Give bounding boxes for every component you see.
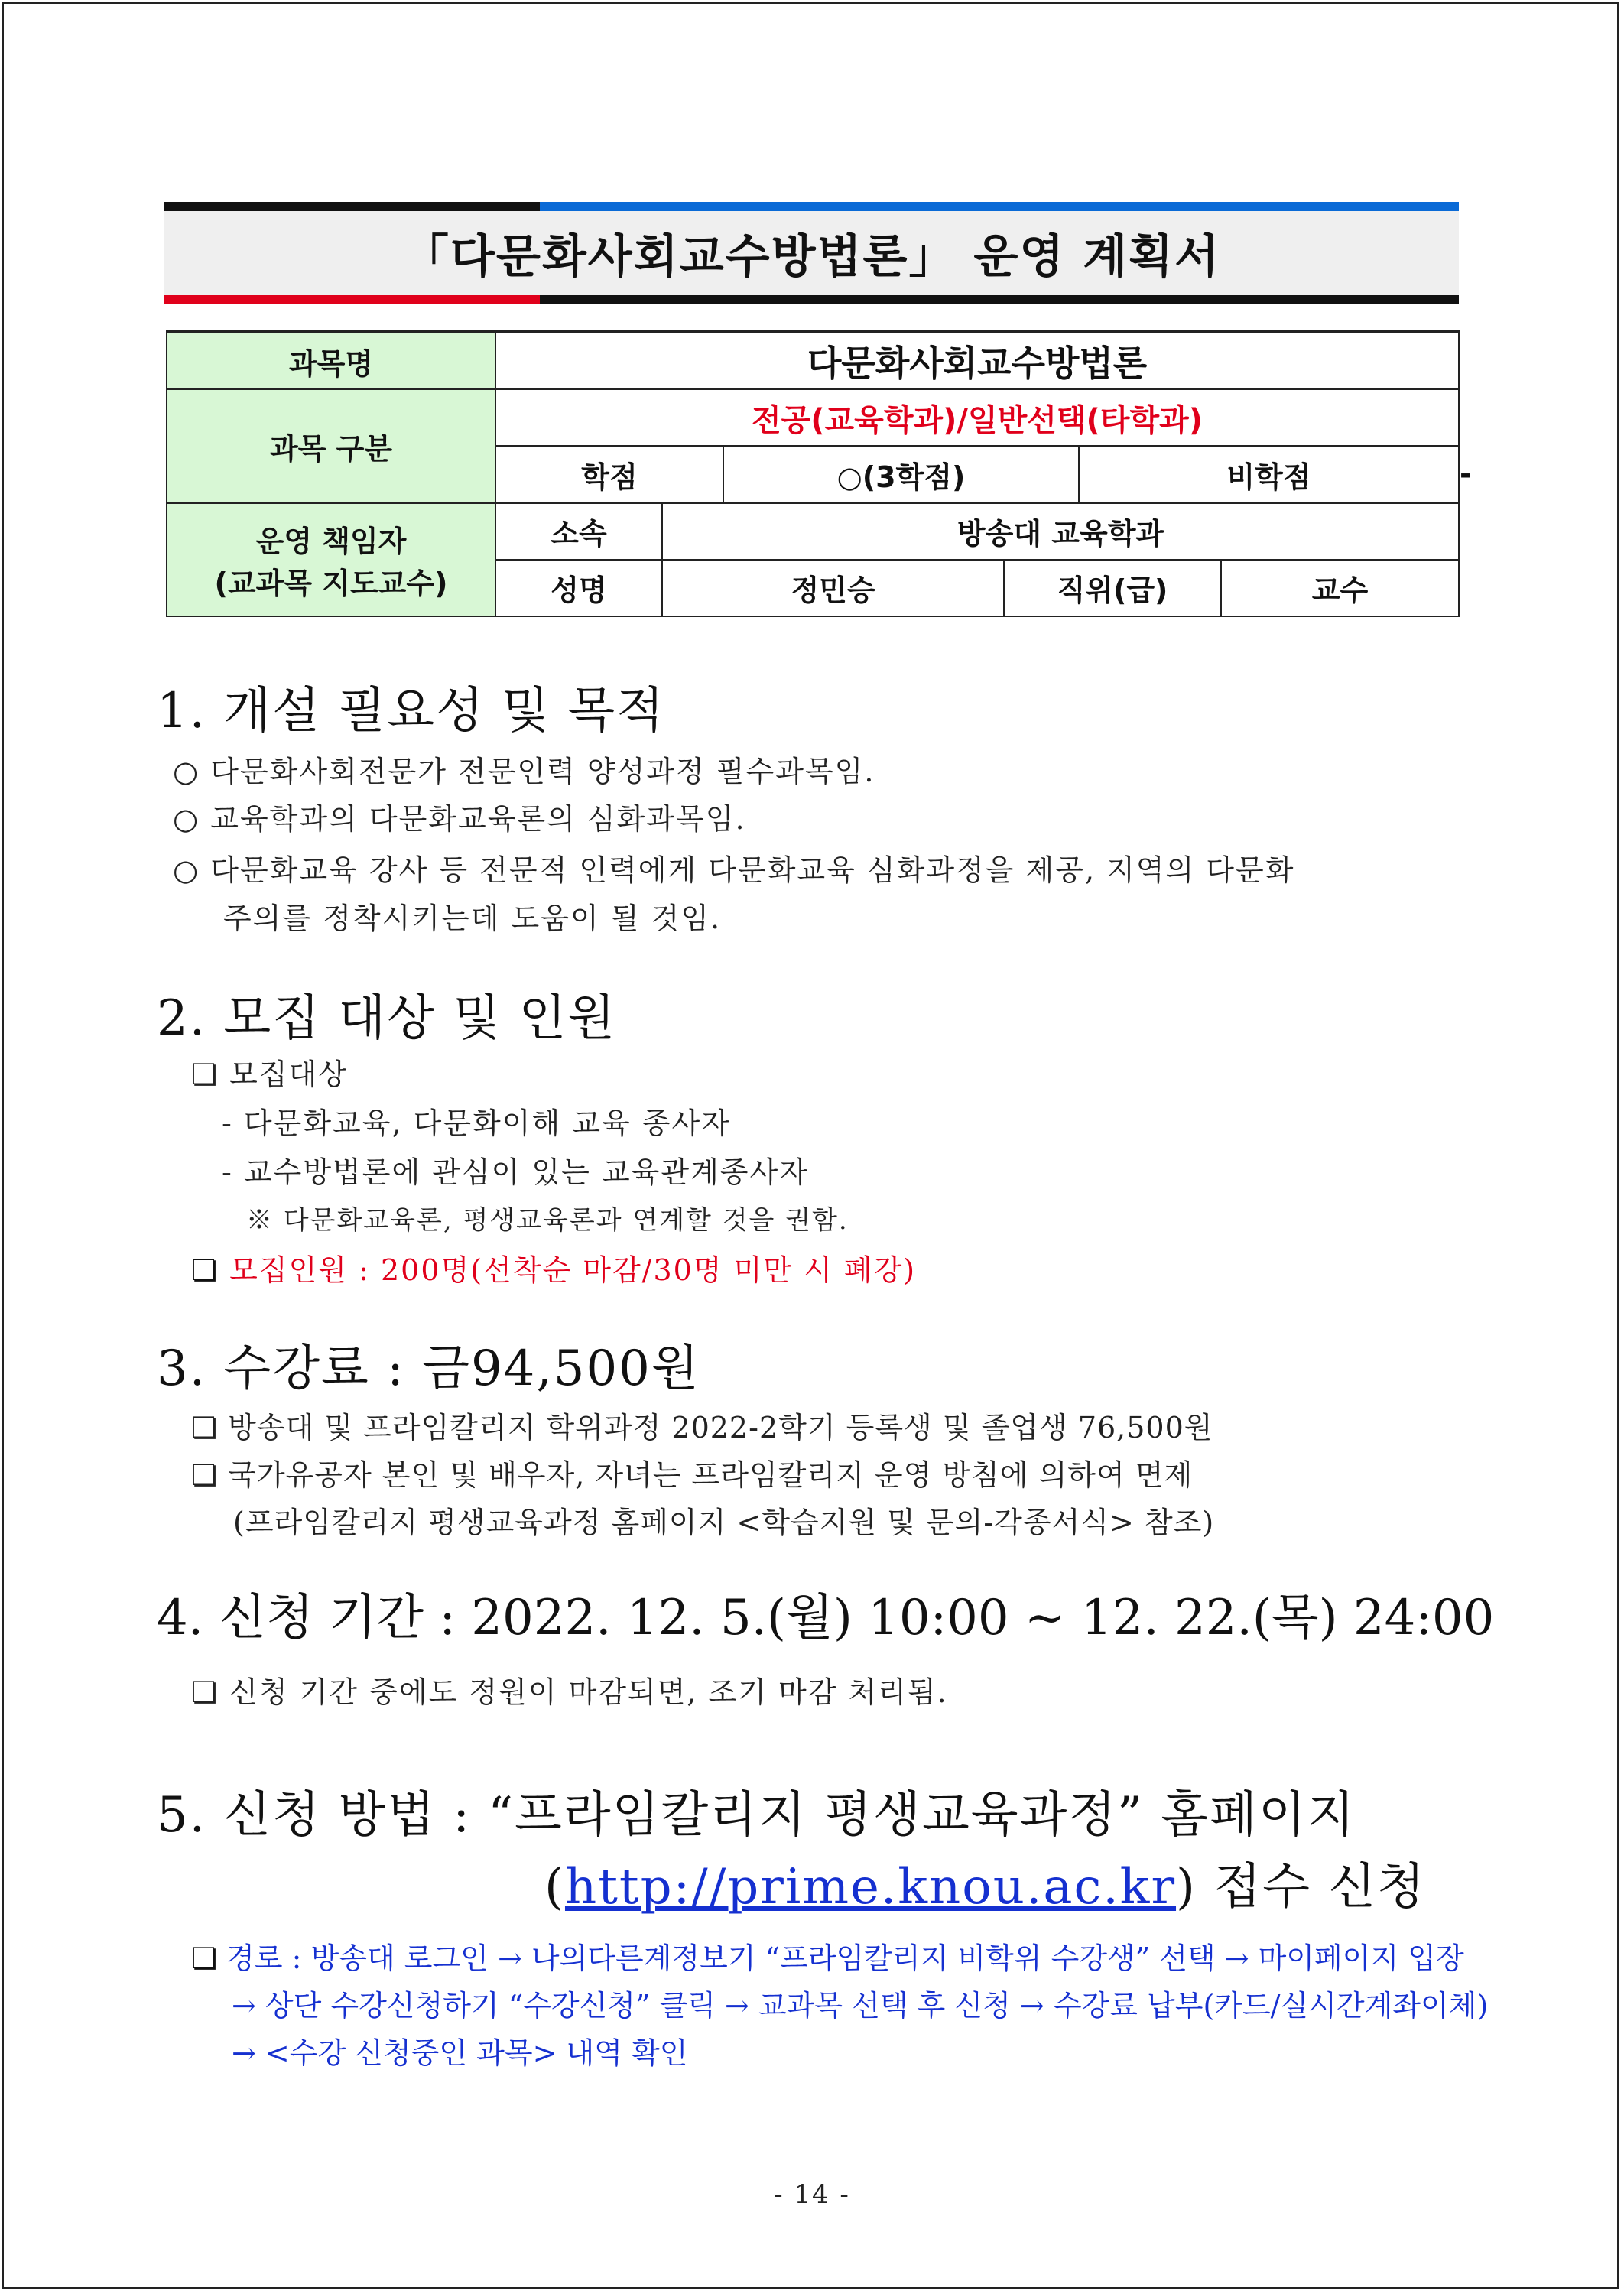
section1-bullet-3 bbox=[173, 846, 1294, 889]
square-bullet-icon: ❏ bbox=[191, 1058, 219, 1091]
fee-item-2-cont: (프라임칼리지 평생교육과정 홈페이지 <학습지원 및 문의-각종서식> 참조) bbox=[233, 1506, 1215, 1539]
affiliation-label: 소속 bbox=[495, 503, 662, 560]
square-bullet-icon: ❏ bbox=[191, 1253, 219, 1287]
title-banner bbox=[164, 202, 1459, 304]
row-course-name bbox=[167, 332, 1459, 389]
target-item-2: - 교수방법론에 관심이 있는 교육관계종사자 bbox=[222, 1155, 809, 1189]
target-note: ※ 다문화교육론, 평생교육론과 연계할 것을 권함. bbox=[246, 1205, 849, 1236]
route-line-1 bbox=[191, 1935, 1464, 1977]
name-value: 정민승 bbox=[662, 560, 1004, 616]
target-item-1: - 다문화교육, 다문화이해 교육 종사자 bbox=[222, 1106, 731, 1140]
period-note-text: 신청 기간 중에도 정원이 마감되면, 조기 마감 처리됨. bbox=[229, 1675, 948, 1709]
fee-item-1 bbox=[191, 1404, 1213, 1446]
fee-item-1-text: 방송대 및 프라임칼리지 학위과정 2022-2학기 등록생 및 졸업생 76,500원 bbox=[228, 1411, 1213, 1444]
noncredit-label: 비학점 bbox=[1079, 446, 1459, 502]
course-name: 다문화사회교수방법론 bbox=[495, 332, 1459, 389]
route-line-3: → <수강 신청중인 과목> 내역 확인 bbox=[232, 2036, 688, 2070]
square-bullet-icon: ❏ bbox=[191, 1941, 218, 1975]
target-label: 모집대상 bbox=[229, 1058, 349, 1091]
row-credit: 학점 ○(3학점) 비학점 - bbox=[167, 446, 1459, 502]
capacity-line bbox=[191, 1246, 916, 1288]
course-label: 과목명 bbox=[167, 332, 495, 389]
banner-bottom-bar bbox=[164, 295, 1459, 304]
fee-item-2-text: 국가유공자 본인 및 배우자, 자녀는 프라임칼리지 운영 방침에 의하여 면제 bbox=[228, 1458, 1194, 1492]
bottom-bar-black bbox=[540, 295, 1459, 304]
section1-bullet-3-cont: 주의를 정착시키는데 도움이 될 것임. bbox=[223, 902, 722, 935]
section2-title: 2. 모집 대상 및 인원 bbox=[157, 990, 617, 1047]
capacity-text: 모집인원 : 200명(선착순 마감/30명 미만 시 폐강) bbox=[229, 1253, 917, 1287]
section3-title: 3. 수강료 : 금94,500원 bbox=[157, 1340, 700, 1397]
manager-label-line1: 운영 책임자 bbox=[255, 524, 407, 558]
section1-bullet-2-text: 교육학과의 다문화교육론의 심화과목임. bbox=[210, 802, 746, 836]
manager-label-line2: (교과목 지도교수) bbox=[214, 566, 448, 600]
fee-item-2 bbox=[191, 1451, 1193, 1493]
banner-body bbox=[164, 211, 1459, 295]
route-line-1-text: 경로 : 방송대 로그인 → 나의다른계정보기 “프라임칼리지 비학위 수강생” 선택 → 마이페이지 입장 bbox=[226, 1941, 1464, 1975]
name-label: 성명 bbox=[495, 560, 662, 616]
section5-url-line bbox=[544, 1847, 1426, 1918]
square-bullet-icon: ❏ bbox=[191, 1458, 219, 1492]
homepage-link[interactable]: http://prime.knou.ac.kr bbox=[564, 1859, 1177, 1915]
section1-bullet-1-text: 다문화사회전문가 전문인력 양성과정 필수과목임. bbox=[210, 755, 875, 788]
credit-value: ○(3학점) bbox=[723, 446, 1079, 502]
page-number: - 14 - bbox=[774, 2179, 850, 2210]
section5-title: 5. 신청 방법 : “프라임칼리지 평생교육과정” 홈페이지 bbox=[157, 1787, 1356, 1844]
url-open-paren: ( bbox=[544, 1859, 565, 1915]
category-value: 전공(교육학과)/일반선택(타학과) bbox=[495, 389, 1459, 446]
section1-bullet-1 bbox=[173, 748, 875, 790]
affiliation-value: 방송대 교육학과 bbox=[662, 503, 1459, 560]
course-info-table bbox=[166, 330, 1472, 617]
section1-title: 1. 개설 필요성 및 목적 bbox=[157, 683, 666, 739]
manager-label bbox=[167, 503, 495, 616]
credit-label: 학점 bbox=[495, 446, 723, 502]
section4-title: 4. 신청 기간 : 2022. 12. 5.(월) 10:00 ~ 12. 22.(목) 24:00 bbox=[157, 1590, 1495, 1646]
target-label-line bbox=[191, 1051, 348, 1093]
category-label: 과목 구분 bbox=[167, 389, 495, 502]
route-line-2: → 상단 수강신청하기 “수강신청” 클릭 → 교과목 선택 후 신청 → 수강료 납부(카드/실시간계좌이체) bbox=[232, 1989, 1489, 2023]
position-label: 직위(급) bbox=[1004, 560, 1221, 616]
circle-bullet-icon: ○ bbox=[173, 802, 200, 836]
bottom-bar-red bbox=[164, 295, 540, 304]
square-bullet-icon: ❏ bbox=[191, 1411, 219, 1444]
circle-bullet-icon: ○ bbox=[173, 755, 200, 788]
section1-bullet-3-text: 다문화교육 강사 등 전문적 인력에게 다문화교육 심화과정을 제공, 지역의 다문화 bbox=[210, 853, 1295, 887]
page-title: 「다문화사회교수방법론」 운영 계획서 bbox=[402, 230, 1221, 284]
top-bar-black bbox=[164, 202, 540, 211]
period-note bbox=[191, 1669, 948, 1711]
circle-bullet-icon: ○ bbox=[173, 853, 200, 887]
square-bullet-icon: ❏ bbox=[191, 1675, 219, 1709]
row-category bbox=[167, 389, 1459, 446]
top-bar-blue bbox=[540, 202, 1459, 211]
section1-bullet-2 bbox=[173, 795, 746, 837]
position-value: 교수 bbox=[1221, 560, 1459, 616]
banner-top-bar bbox=[164, 202, 1459, 211]
url-close-text: ) 접수 신청 bbox=[1176, 1859, 1426, 1915]
row-affiliation bbox=[167, 503, 1459, 560]
